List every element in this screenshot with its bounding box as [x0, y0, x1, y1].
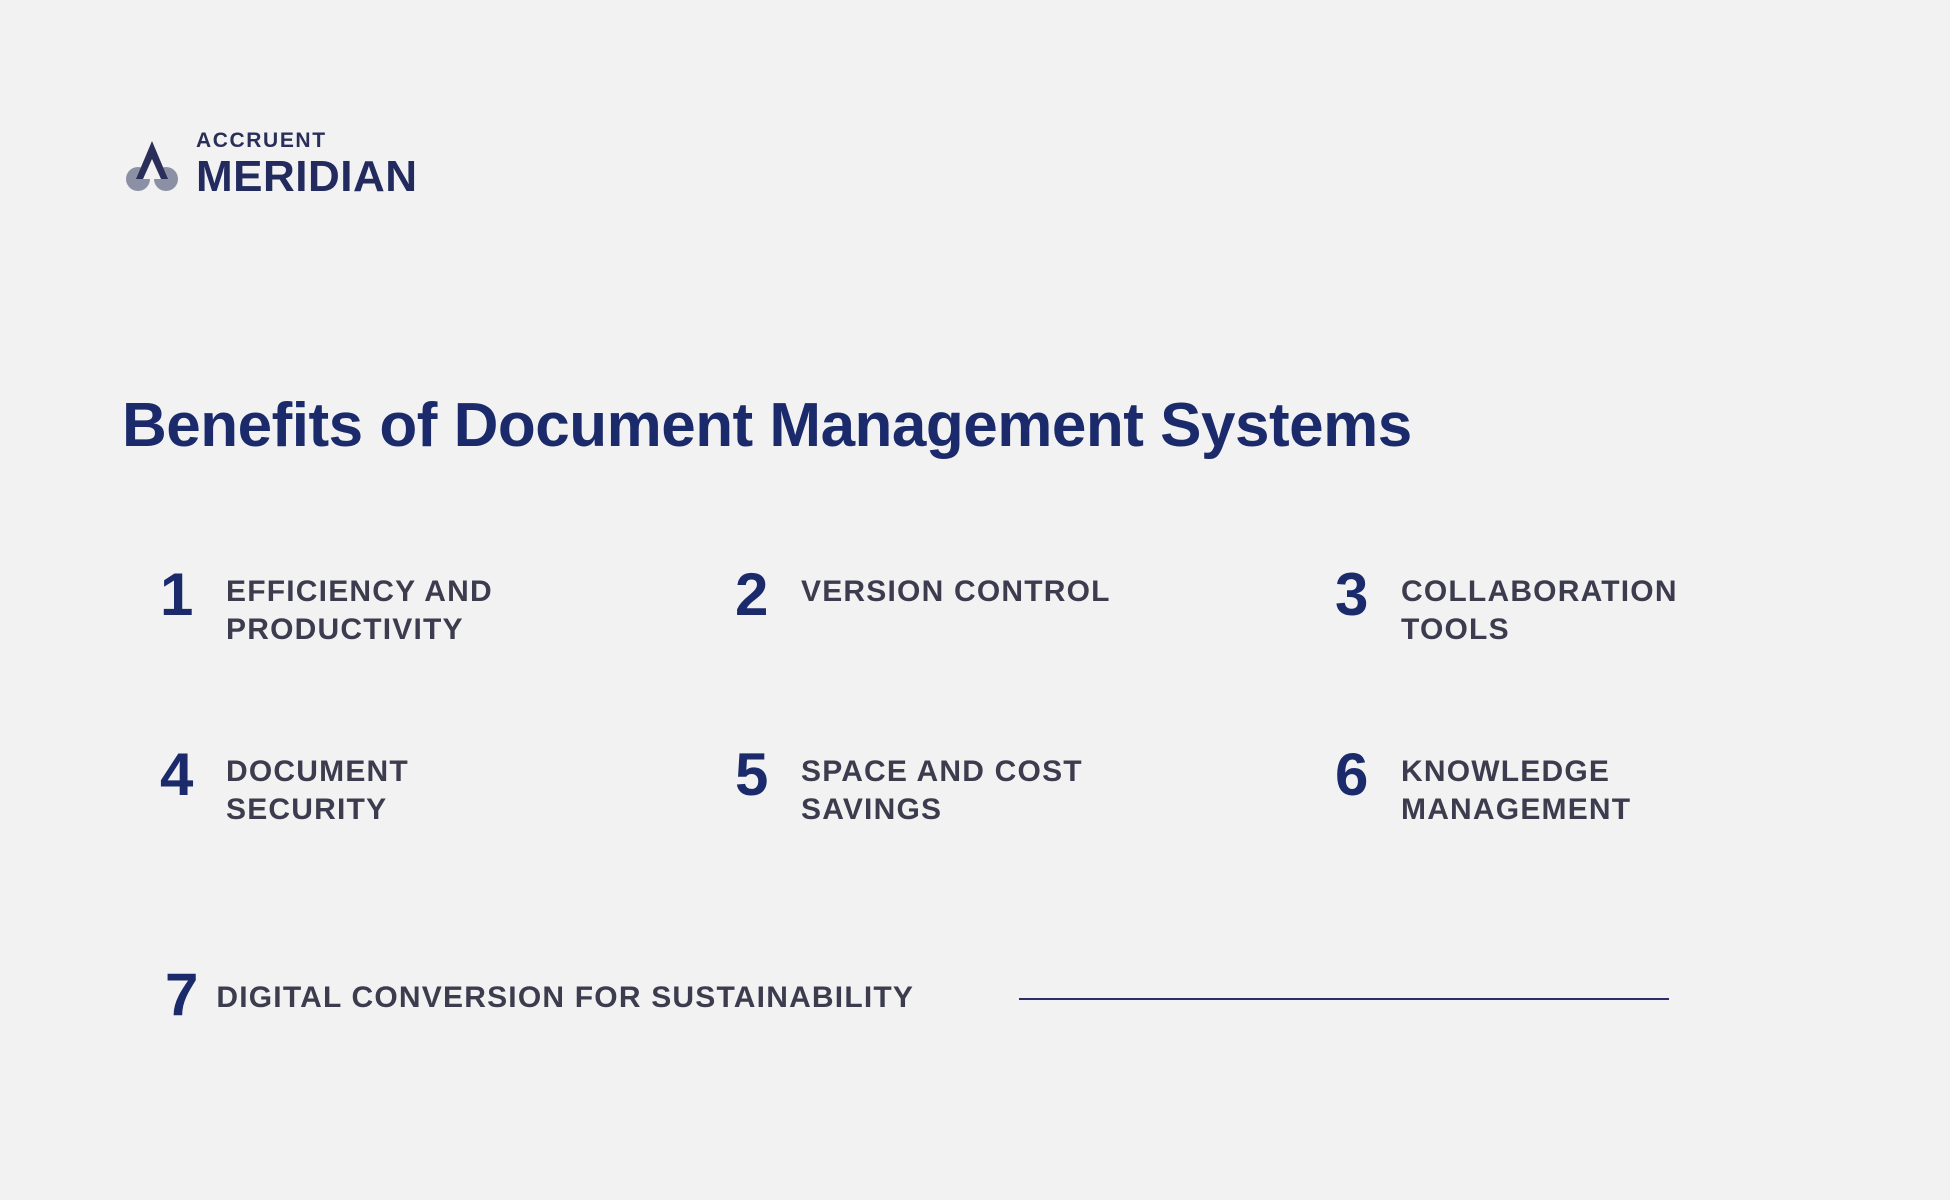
- benefit-item-6: [1335, 741, 1800, 925]
- brand-logo: [124, 130, 418, 199]
- brand-name-bottom: MERIDIAN: [196, 152, 418, 201]
- benefit-item-5: [735, 741, 1335, 925]
- benefit-label: VERSION CONTROL: [801, 575, 1111, 608]
- page-title: Benefits of Document Management Systems: [122, 390, 1412, 460]
- benefit-number: 5: [735, 741, 769, 808]
- benefit-item-1: [160, 561, 735, 745]
- benefit-label: DOCUMENT SECURITY: [226, 755, 409, 827]
- benefit-label: KNOWLEDGE MANAGEMENT: [1401, 755, 1632, 827]
- benefit-label: DIGITAL CONVERSION FOR SUSTAINABILITY: [216, 981, 915, 1014]
- benefit-number: 7: [165, 961, 199, 1028]
- horizontal-divider: [1019, 998, 1669, 1000]
- benefit-label: SPACE AND COST SAVINGS: [801, 755, 1083, 827]
- benefit-item-2: [735, 561, 1335, 745]
- benefit-item-3: [1335, 561, 1800, 745]
- benefit-item-4: [160, 741, 735, 925]
- accruent-triangle-icon: [124, 139, 180, 191]
- benefit-number: 2: [735, 561, 769, 628]
- benefit-number: 1: [160, 561, 194, 628]
- brand-name-top: ACCRUENT: [196, 129, 327, 152]
- benefit-number: 6: [1335, 741, 1369, 808]
- benefit-label: COLLABORATION TOOLS: [1401, 575, 1678, 647]
- benefit-item-7: [165, 961, 1795, 1028]
- benefit-label: EFFICIENCY AND PRODUCTIVITY: [226, 575, 493, 647]
- benefit-number: 4: [160, 741, 194, 808]
- benefits-grid: [160, 561, 1800, 925]
- benefit-number: 3: [1335, 561, 1369, 628]
